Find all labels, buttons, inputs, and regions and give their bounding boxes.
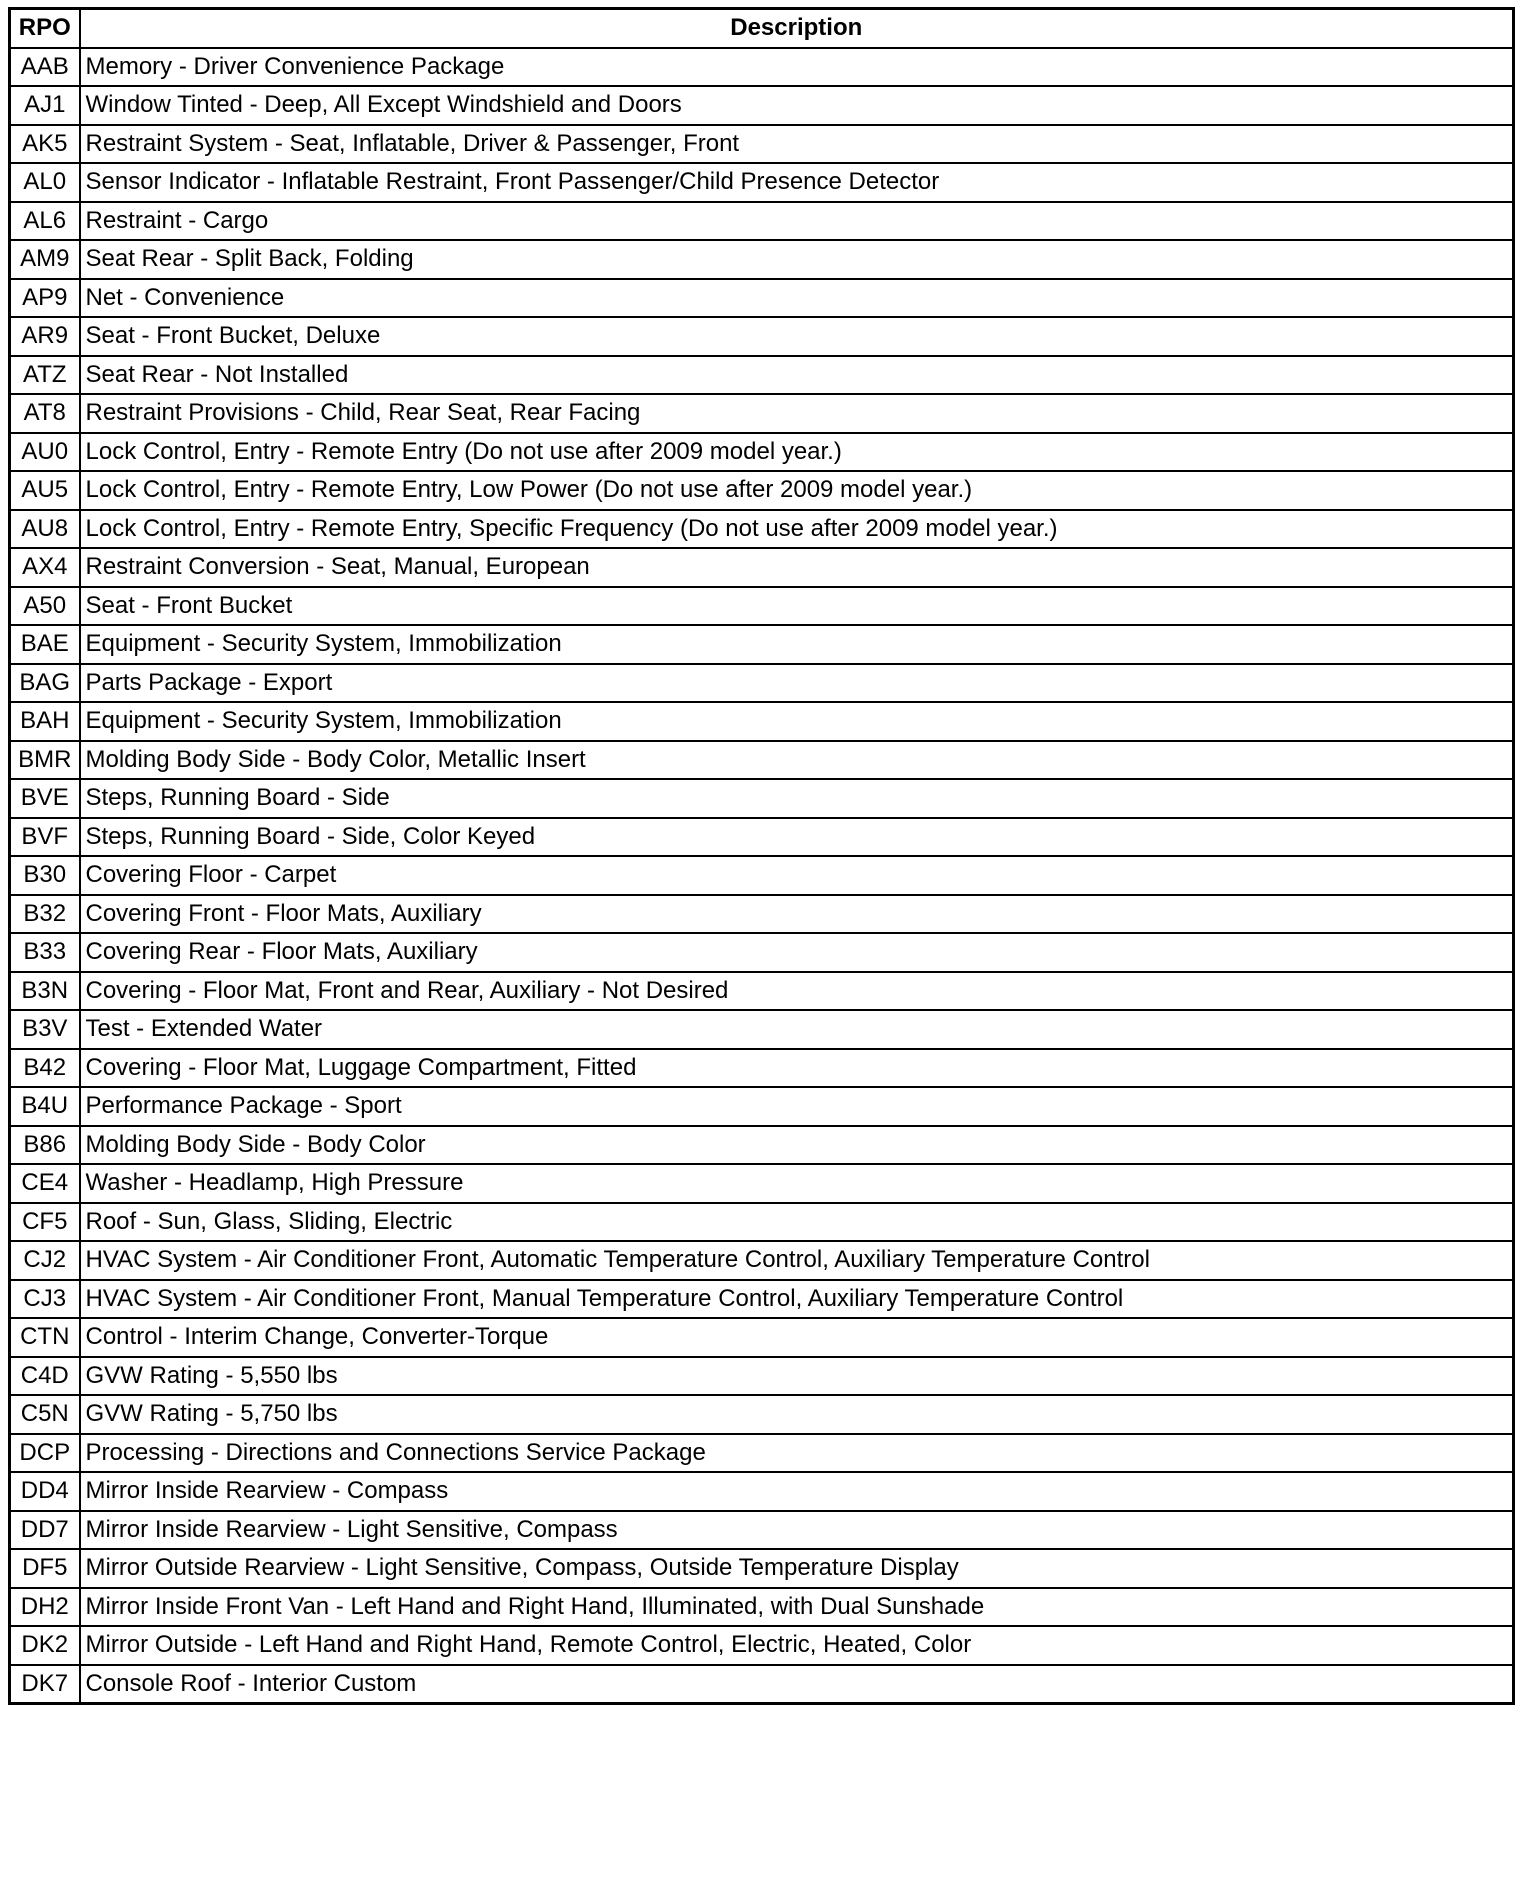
description-cell: Molding Body Side - Body Color, Metallic Insert <box>80 741 1514 780</box>
rpo-code-cell: BAH <box>10 702 80 741</box>
rpo-code-cell: C4D <box>10 1357 80 1396</box>
description-cell: Covering Front - Floor Mats, Auxiliary <box>80 895 1514 934</box>
rpo-code-cell: DD4 <box>10 1472 80 1511</box>
table-row <box>10 933 1514 972</box>
table-row <box>10 163 1514 202</box>
description-cell: Sensor Indicator - Inflatable Restraint, Front Passenger/Child Presence Detector <box>80 163 1514 202</box>
rpo-code-cell: DK7 <box>10 1665 80 1704</box>
rpo-code-cell: DF5 <box>10 1549 80 1588</box>
table-row <box>10 625 1514 664</box>
table-row <box>10 1395 1514 1434</box>
table-row <box>10 1087 1514 1126</box>
description-cell: Control - Interim Change, Converter-Torque <box>80 1318 1514 1357</box>
description-cell: Molding Body Side - Body Color <box>80 1126 1514 1165</box>
table-row <box>10 1511 1514 1550</box>
rpo-code-cell: C5N <box>10 1395 80 1434</box>
rpo-code-cell: AX4 <box>10 548 80 587</box>
table-row <box>10 1280 1514 1319</box>
rpo-code-cell: AP9 <box>10 279 80 318</box>
description-cell: Seat Rear - Split Back, Folding <box>80 240 1514 279</box>
description-cell: Equipment - Security System, Immobilization <box>80 625 1514 664</box>
table-row <box>10 48 1514 87</box>
description-cell: Restraint System - Seat, Inflatable, Driver & Passenger, Front <box>80 125 1514 164</box>
description-cell: Seat - Front Bucket, Deluxe <box>80 317 1514 356</box>
rpo-code-cell: BMR <box>10 741 80 780</box>
table-row <box>10 279 1514 318</box>
description-cell: Covering Rear - Floor Mats, Auxiliary <box>80 933 1514 972</box>
rpo-code-cell: DK2 <box>10 1626 80 1665</box>
table-row <box>10 856 1514 895</box>
table-row <box>10 1164 1514 1203</box>
table-row <box>10 972 1514 1011</box>
table-row <box>10 664 1514 703</box>
description-cell: Restraint Provisions - Child, Rear Seat, Rear Facing <box>80 394 1514 433</box>
description-cell: Lock Control, Entry - Remote Entry (Do not use after 2009 model year.) <box>80 433 1514 472</box>
description-cell: GVW Rating - 5,550 lbs <box>80 1357 1514 1396</box>
table-row <box>10 471 1514 510</box>
description-cell: Restraint - Cargo <box>80 202 1514 241</box>
description-cell: Test - Extended Water <box>80 1010 1514 1049</box>
table-row <box>10 1472 1514 1511</box>
rpo-code-cell: B86 <box>10 1126 80 1165</box>
table-row <box>10 1588 1514 1627</box>
table-row <box>10 779 1514 818</box>
rpo-code-cell: BAG <box>10 664 80 703</box>
table-row <box>10 433 1514 472</box>
description-column-header: Description <box>80 9 1514 48</box>
rpo-column-header: RPO <box>10 9 80 48</box>
table-row <box>10 587 1514 626</box>
rpo-code-cell: B4U <box>10 1087 80 1126</box>
description-cell: Net - Convenience <box>80 279 1514 318</box>
rpo-code-cell: AL6 <box>10 202 80 241</box>
table-row <box>10 356 1514 395</box>
table-row <box>10 702 1514 741</box>
table-row <box>10 741 1514 780</box>
rpo-code-cell: CJ2 <box>10 1241 80 1280</box>
description-cell: Equipment - Security System, Immobilization <box>80 702 1514 741</box>
table-row <box>10 1010 1514 1049</box>
rpo-table <box>8 7 1515 1705</box>
rpo-code-cell: A50 <box>10 587 80 626</box>
rpo-code-cell: B3N <box>10 972 80 1011</box>
table-row <box>10 1126 1514 1165</box>
rpo-code-cell: ATZ <box>10 356 80 395</box>
rpo-code-cell: CF5 <box>10 1203 80 1242</box>
table-row <box>10 818 1514 857</box>
rpo-code-cell: B32 <box>10 895 80 934</box>
description-cell: Processing - Directions and Connections Service Package <box>80 1434 1514 1473</box>
description-cell: Covering - Floor Mat, Luggage Compartment, Fitted <box>80 1049 1514 1088</box>
description-cell: Restraint Conversion - Seat, Manual, European <box>80 548 1514 587</box>
rpo-code-cell: AL0 <box>10 163 80 202</box>
description-cell: Mirror Inside Front Van - Left Hand and Right Hand, Illuminated, with Dual Sunshade <box>80 1588 1514 1627</box>
description-cell: Covering - Floor Mat, Front and Rear, Auxiliary - Not Desired <box>80 972 1514 1011</box>
rpo-code-cell: DH2 <box>10 1588 80 1627</box>
description-cell: GVW Rating - 5,750 lbs <box>80 1395 1514 1434</box>
rpo-code-cell: DD7 <box>10 1511 80 1550</box>
description-cell: HVAC System - Air Conditioner Front, Automatic Temperature Control, Auxiliary Temperature Control <box>80 1241 1514 1280</box>
description-cell: Mirror Inside Rearview - Light Sensitive, Compass <box>80 1511 1514 1550</box>
description-cell: Mirror Inside Rearview - Compass <box>80 1472 1514 1511</box>
description-cell: Seat Rear - Not Installed <box>80 356 1514 395</box>
table-row <box>10 895 1514 934</box>
table-row <box>10 1049 1514 1088</box>
rpo-code-cell: CTN <box>10 1318 80 1357</box>
rpo-code-cell: AR9 <box>10 317 80 356</box>
rpo-code-cell: CJ3 <box>10 1280 80 1319</box>
description-cell: Lock Control, Entry - Remote Entry, Specific Frequency (Do not use after 2009 model year.) <box>80 510 1514 549</box>
rpo-code-cell: B3V <box>10 1010 80 1049</box>
table-row <box>10 240 1514 279</box>
rpo-code-cell: AU8 <box>10 510 80 549</box>
rpo-code-cell: AAB <box>10 48 80 87</box>
description-cell: HVAC System - Air Conditioner Front, Manual Temperature Control, Auxiliary Temperature Control <box>80 1280 1514 1319</box>
table-row <box>10 1549 1514 1588</box>
description-cell: Window Tinted - Deep, All Except Windshield and Doors <box>80 86 1514 125</box>
description-cell: Console Roof - Interior Custom <box>80 1665 1514 1704</box>
rpo-code-cell: B33 <box>10 933 80 972</box>
rpo-code-cell: AK5 <box>10 125 80 164</box>
description-cell: Performance Package - Sport <box>80 1087 1514 1126</box>
table-row <box>10 1357 1514 1396</box>
table-row <box>10 548 1514 587</box>
table-row <box>10 1665 1514 1704</box>
table-body <box>10 48 1514 1704</box>
rpo-code-cell: BVE <box>10 779 80 818</box>
rpo-code-cell: DCP <box>10 1434 80 1473</box>
description-cell: Mirror Outside - Left Hand and Right Hand, Remote Control, Electric, Heated, Color <box>80 1626 1514 1665</box>
rpo-code-cell: AU5 <box>10 471 80 510</box>
description-cell: Parts Package - Export <box>80 664 1514 703</box>
table-row <box>10 1318 1514 1357</box>
description-cell: Roof - Sun, Glass, Sliding, Electric <box>80 1203 1514 1242</box>
table-row <box>10 1203 1514 1242</box>
description-cell: Seat - Front Bucket <box>80 587 1514 626</box>
rpo-code-cell: AT8 <box>10 394 80 433</box>
rpo-code-cell: AJ1 <box>10 86 80 125</box>
table-row <box>10 510 1514 549</box>
table-row <box>10 202 1514 241</box>
description-cell: Washer - Headlamp, High Pressure <box>80 1164 1514 1203</box>
rpo-code-cell: B42 <box>10 1049 80 1088</box>
rpo-code-cell: CE4 <box>10 1164 80 1203</box>
table-row <box>10 1434 1514 1473</box>
table-row <box>10 125 1514 164</box>
description-cell: Memory - Driver Convenience Package <box>80 48 1514 87</box>
table-row <box>10 86 1514 125</box>
description-cell: Steps, Running Board - Side, Color Keyed <box>80 818 1514 857</box>
description-cell: Steps, Running Board - Side <box>80 779 1514 818</box>
header-row <box>10 9 1514 48</box>
table-row <box>10 1626 1514 1665</box>
rpo-code-cell: BVF <box>10 818 80 857</box>
description-cell: Lock Control, Entry - Remote Entry, Low Power (Do not use after 2009 model year.) <box>80 471 1514 510</box>
rpo-code-cell: BAE <box>10 625 80 664</box>
description-cell: Covering Floor - Carpet <box>80 856 1514 895</box>
rpo-code-cell: B30 <box>10 856 80 895</box>
rpo-code-cell: AM9 <box>10 240 80 279</box>
table-row <box>10 317 1514 356</box>
rpo-code-cell: AU0 <box>10 433 80 472</box>
table-row <box>10 394 1514 433</box>
description-cell: Mirror Outside Rearview - Light Sensitive, Compass, Outside Temperature Display <box>80 1549 1514 1588</box>
table-row <box>10 1241 1514 1280</box>
